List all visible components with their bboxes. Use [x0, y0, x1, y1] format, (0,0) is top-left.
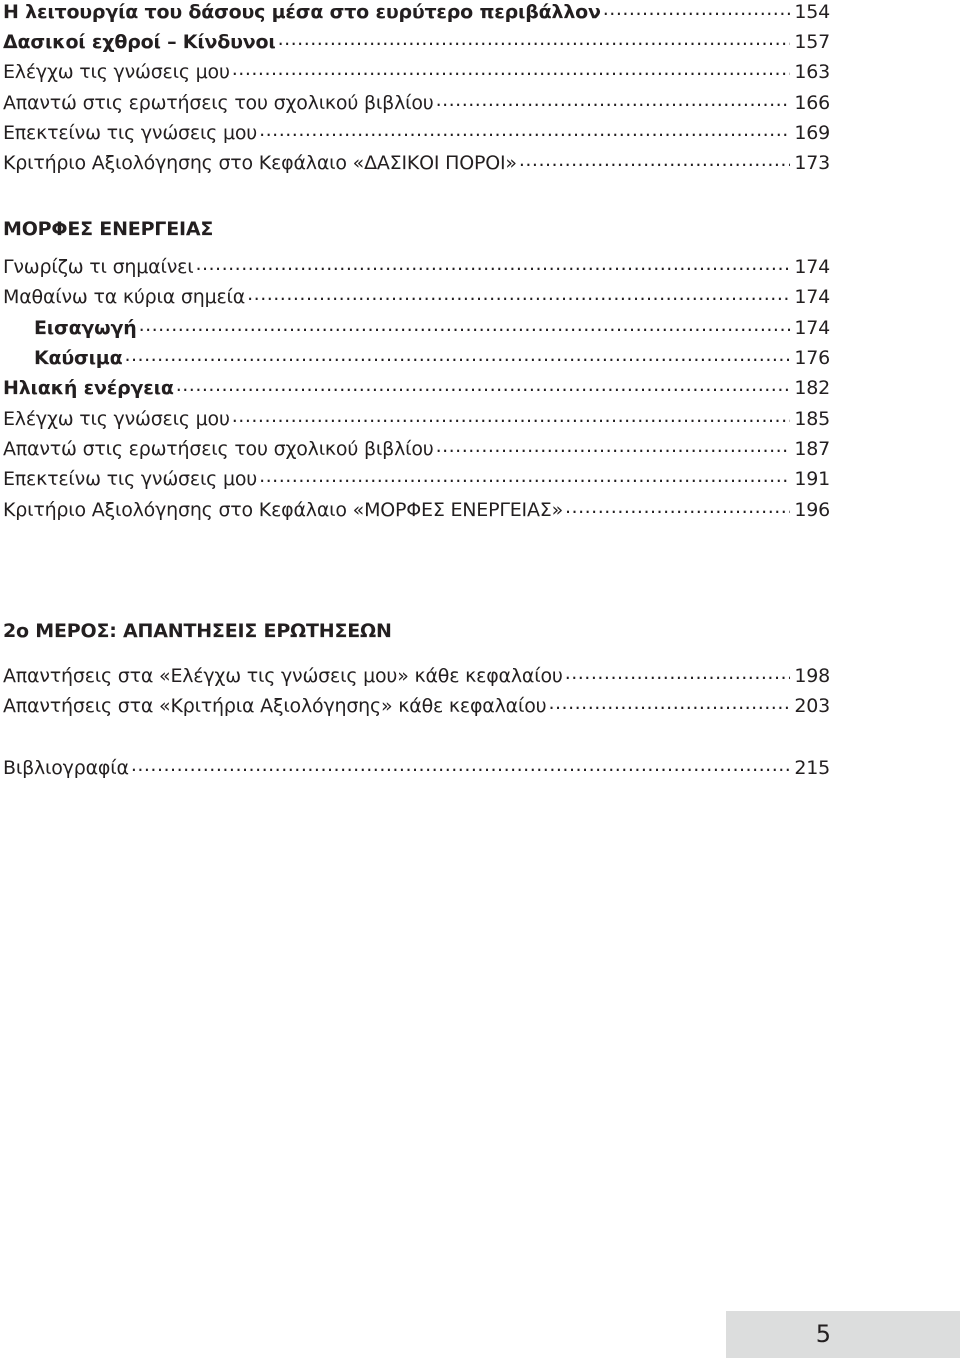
toc-entry-label: Απαντώ στις ερωτήσεις του σχολικού βιβλίου [3, 438, 434, 460]
toc-entry[interactable] [3, 693, 830, 723]
toc-entry[interactable] [3, 497, 830, 527]
toc-entry-label: Βιβλιογραφία [3, 757, 129, 779]
toc-entry-bibliography[interactable] [3, 755, 830, 785]
toc-entry-label: Εισαγωγή [34, 317, 137, 339]
toc-entry-page: 198 [794, 665, 830, 687]
toc-entry-page: 196 [794, 499, 830, 521]
dot-leader [176, 375, 790, 394]
toc-entry[interactable] [3, 254, 830, 284]
dot-leader [548, 693, 790, 712]
toc-entry[interactable] [3, 375, 830, 405]
chapter-heading: ΜΟΡΦΕΣ ΕΝΕΡΓΕΙΑΣ [3, 218, 214, 240]
toc-entry-label: Απαντώ στις ερωτήσεις του σχολικού βιβλίου [3, 92, 434, 114]
toc-entry[interactable] [3, 150, 830, 180]
dot-leader [259, 466, 790, 485]
toc-entry-page: 182 [794, 377, 830, 399]
dot-leader [565, 663, 790, 682]
toc-entry[interactable] [3, 0, 830, 29]
dot-leader [436, 90, 790, 109]
toc-entry-page: 174 [794, 286, 830, 308]
page-number: 5 [815, 1320, 831, 1348]
toc-entry[interactable] [3, 345, 830, 375]
toc-entry-label: Απαντήσεις στα «Ελέγχω τις γνώσεις μου» κάθε κεφαλαίου [3, 665, 563, 687]
dot-leader [131, 755, 790, 774]
toc-entry-page: 154 [794, 1, 830, 23]
dot-leader [565, 497, 790, 516]
toc-entry-page: 203 [794, 695, 830, 717]
toc-entry-label: Γνωρίζω τι σημαίνει [3, 256, 194, 278]
toc-entry-label: Απαντήσεις στα «Κριτήρια Αξιολόγησης» κάθε κεφαλαίου [3, 695, 547, 717]
toc-entry-page: 163 [794, 61, 830, 83]
dot-leader [259, 120, 790, 139]
dot-leader [519, 150, 790, 169]
dot-leader [603, 0, 790, 18]
dot-leader [195, 254, 790, 273]
dot-leader [232, 406, 790, 425]
toc-entry-label: Η λειτουργία του δάσους μέσα στο ευρύτερο περιβάλλον [3, 1, 601, 23]
toc-entry-label: Επεκτείνω τις γνώσεις μου [3, 122, 258, 144]
toc-entry-label: Κριτήριο Αξιολόγησης στο Κεφάλαιο «ΔΑΣΙΚΟΙ ΠΟΡΟΙ» [3, 152, 517, 174]
dot-leader [124, 345, 790, 364]
toc-entry-label: Καύσιμα [34, 347, 123, 369]
toc-entry[interactable] [3, 436, 830, 466]
toc-entry-page: 191 [794, 468, 830, 490]
toc-entry-label: Ηλιακή ενέργεια [3, 377, 174, 399]
toc-entry-page: 157 [794, 31, 830, 53]
toc-entry[interactable] [3, 90, 830, 120]
toc-entry-page: 169 [794, 122, 830, 144]
toc-entry[interactable] [3, 120, 830, 150]
toc-entry-page: 173 [794, 152, 830, 174]
toc-entry-page: 215 [794, 757, 830, 779]
toc-entry[interactable] [3, 29, 830, 59]
page-number-box [726, 1311, 960, 1358]
toc-entry-label: Μαθαίνω τα κύρια σημεία [3, 286, 246, 308]
toc-entry-label: Ελέγχω τις γνώσεις μου [3, 61, 230, 83]
toc-entry[interactable] [3, 406, 830, 436]
toc-entry-label: Δασικοί εχθροί – Κίνδυνοι [3, 31, 276, 53]
dot-leader [139, 315, 790, 334]
dot-leader [232, 59, 790, 78]
toc-entry[interactable] [3, 466, 830, 496]
dot-leader [436, 436, 790, 455]
toc-entry-page: 174 [794, 317, 830, 339]
toc-entry-page: 185 [794, 408, 830, 430]
part-heading: 2ο ΜΕΡΟΣ: ΑΠΑΝΤΗΣΕΙΣ ΕΡΩΤΗΣΕΩΝ [3, 620, 392, 642]
toc-entry[interactable] [3, 284, 830, 314]
toc-entry[interactable] [3, 59, 830, 89]
toc-entry-label: Κριτήριο Αξιολόγησης στο Κεφάλαιο «ΜΟΡΦΕΣ ΕΝΕΡΓΕΙΑΣ» [3, 499, 563, 521]
toc-entry-page: 187 [794, 438, 830, 460]
toc-entry-page: 166 [794, 92, 830, 114]
toc-entry[interactable] [3, 315, 830, 345]
toc-entry-page: 174 [794, 256, 830, 278]
toc-entry[interactable] [3, 663, 830, 693]
dot-leader [247, 284, 790, 303]
toc-entry-label: Ελέγχω τις γνώσεις μου [3, 408, 230, 430]
dot-leader [278, 29, 790, 48]
toc-entry-page: 176 [794, 347, 830, 369]
toc-entry-label: Επεκτείνω τις γνώσεις μου [3, 468, 258, 490]
